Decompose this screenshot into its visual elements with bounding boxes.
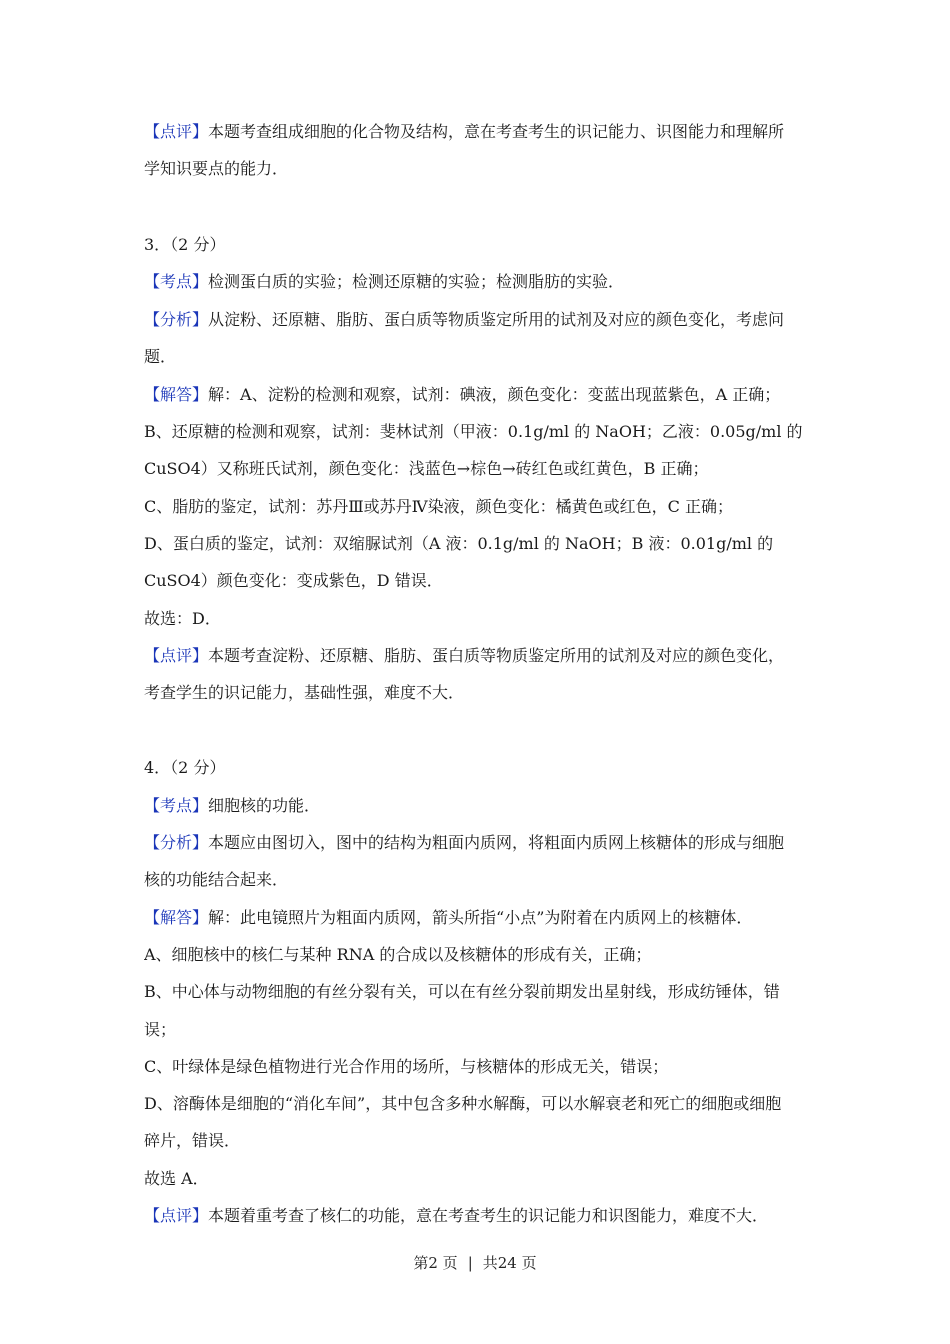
q3-heading: 3．（2 分） (144, 235, 226, 254)
comment-tag: 【点评】 (144, 1206, 209, 1225)
q4-line-b1: B、中心体与动物细胞的有丝分裂有关，可以在有丝分裂前期发出星射线，形成纺锤体，错 (144, 982, 780, 1001)
q4-fenxi-line1 (144, 832, 814, 854)
q4-line-d1: D、溶酶体是细胞的“消化车间”，其中包含多种水解酶，可以水解衰老和死亡的细胞或细胞 (144, 1094, 782, 1113)
fenxi-text: 从淀粉、还原糖、脂肪、蛋白质等物质鉴定所用的试剂及对应的颜色变化，考虑问 (208, 310, 785, 329)
page-number: 第2 页 (413, 1254, 458, 1272)
q4-kaodian (144, 795, 814, 817)
q4-fenxi-line2: 核的功能结合起来． (144, 870, 289, 889)
q3-line-c: C、脂肪的鉴定，试剂：苏丹Ⅲ或苏丹Ⅳ染液，颜色变化：橘黄色或红色，C 正确； (144, 497, 733, 516)
q3-comment-line1 (144, 645, 814, 667)
fenxi-text: 本题应由图切入，图中的结构为粗面内质网，将粗面内质网上核糖体的形成与细胞 (208, 833, 785, 852)
jieda-tag: 【解答】 (144, 908, 209, 927)
q4-line-c: C、叶绿体是绿色植物进行光合作用的场所，与核糖体的形成无关，错误； (144, 1057, 669, 1076)
comment-text: 本题考查淀粉、还原糖、脂肪、蛋白质等物质鉴定所用的试剂及对应的颜色变化， (208, 646, 785, 665)
q3-line-b1: B、还原糖的检测和观察，试剂：斐林试剂（甲液：0.1g/ml 的 NaOH；乙液：0.05g/ml 的 (144, 422, 803, 441)
q3-line-d1: D、蛋白质的鉴定，试剂：双缩脲试剂（A 液：0.1g/ml 的 NaOH；B 液：0.01g/ml 的 (144, 534, 774, 553)
q3-answer: 故选：D． (144, 609, 221, 628)
q4-heading: 4．（2 分） (144, 758, 226, 777)
page-total: 共24 页 (482, 1254, 537, 1272)
q4-line-d2: 碎片，错误． (144, 1131, 241, 1150)
fenxi-tag: 【分析】 (144, 833, 209, 852)
comment-text: 本题考查组成细胞的化合物及结构，意在考查考生的识记能力、识图能力和理解所 (208, 122, 785, 141)
q3-kaodian (144, 271, 814, 293)
jieda-text: 解：此电镜照片为粗面内质网，箭头所指“小点”为附着在内质网上的核糖体． (208, 908, 753, 927)
kaodian-text: 检测蛋白质的实验；检测还原糖的实验；检测脂肪的实验． (208, 272, 625, 291)
q4-comment-line1 (144, 1205, 814, 1227)
q4-answer: 故选 A． (144, 1169, 209, 1188)
footer-separator: | (467, 1254, 473, 1272)
jieda-text: 解：A、淀粉的检测和观察，试剂：碘液，颜色变化：变蓝出现蓝紫色，A 正确； (208, 385, 781, 404)
comment-tag: 【点评】 (144, 646, 209, 665)
jieda-tag: 【解答】 (144, 385, 209, 404)
comment-tag: 【点评】 (144, 122, 209, 141)
kaodian-text: 细胞核的功能． (208, 796, 321, 815)
kaodian-tag: 【考点】 (144, 272, 209, 291)
q3-fenxi-line2: 题． (144, 347, 177, 366)
kaodian-tag: 【考点】 (144, 796, 209, 815)
comment-text: 本题着重考查了核仁的功能，意在考查考生的识记能力和识图能力，难度不大． (208, 1206, 769, 1225)
q4-line-a: A、细胞核中的核仁与某种 RNA 的合成以及核糖体的形成有关，正确； (144, 945, 652, 964)
q3-fenxi-line1 (144, 309, 814, 331)
q4-line-b2: 误； (144, 1020, 177, 1039)
q3-line-b2: CuSO4）又称班氏试剂，颜色变化：浅蓝色→棕色→砖红色或红黄色，B 正确； (144, 459, 709, 478)
prev-comment-line1 (144, 121, 814, 143)
page-footer (0, 1252, 950, 1274)
prev-comment-line2: 学知识要点的能力． (144, 159, 289, 178)
q4-jieda-line1 (144, 907, 814, 929)
q3-comment-line2: 考查学生的识记能力，基础性强，难度不大． (144, 683, 465, 702)
q3-line-d2: CuSO4）颜色变化：变成紫色，D 错误． (144, 571, 443, 590)
fenxi-tag: 【分析】 (144, 310, 209, 329)
q3-jieda-line1 (144, 384, 814, 406)
